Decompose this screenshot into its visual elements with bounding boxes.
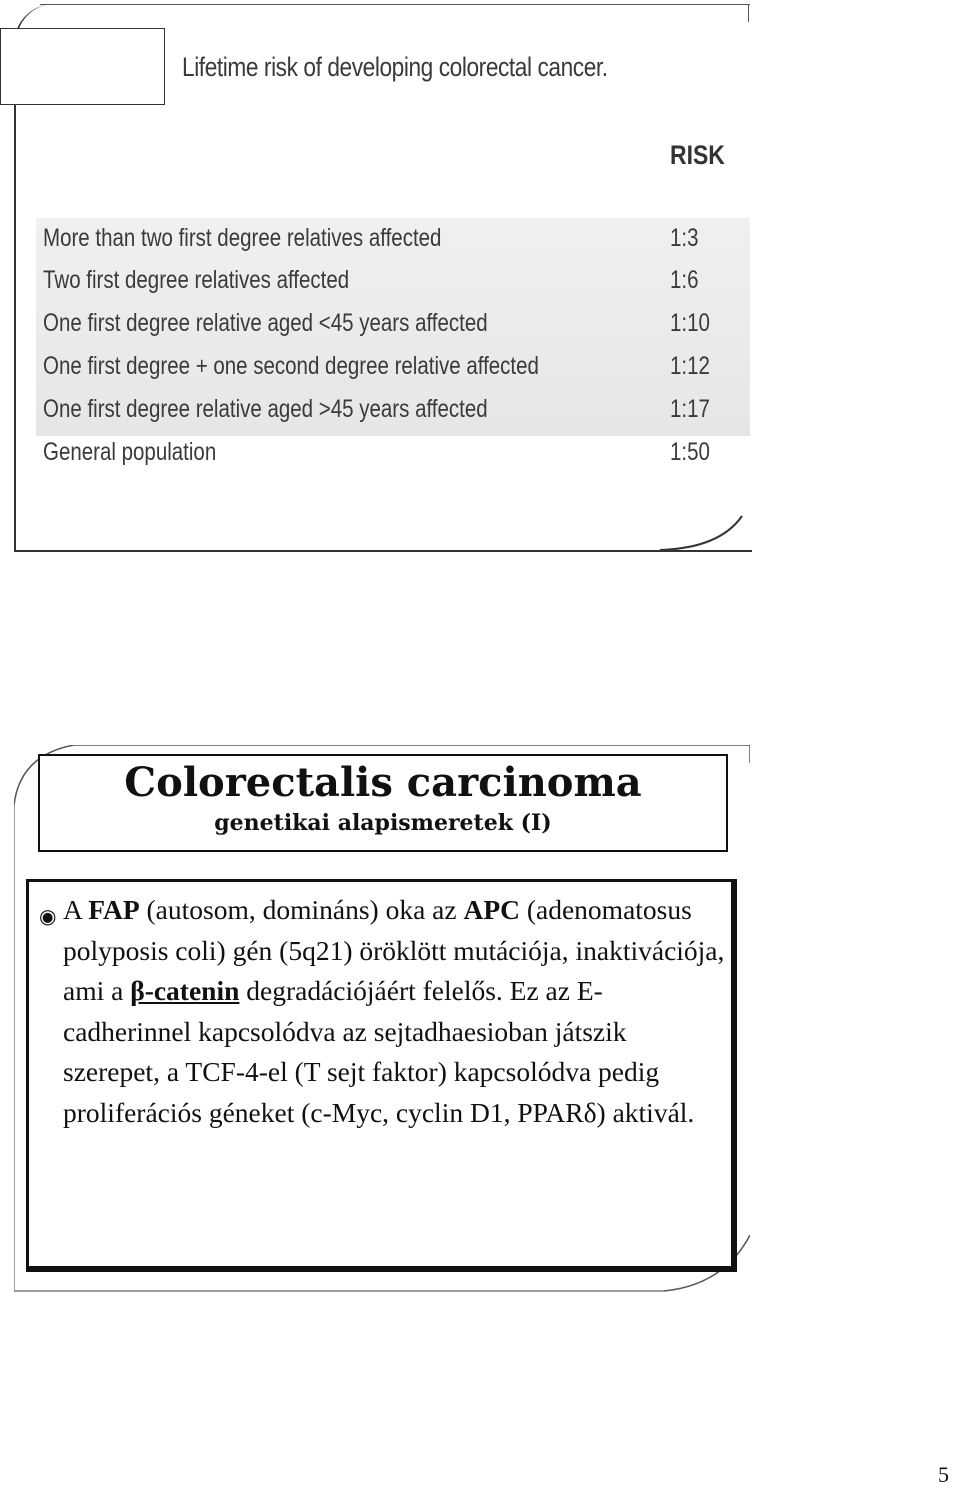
page-number: 5: [938, 1462, 949, 1487]
corner-box: [0, 28, 165, 105]
risk-row-label: One first degree + one second degree relative affected: [43, 352, 539, 380]
risk-row-value: 1:6: [670, 266, 699, 294]
risk-table-title: Lifetime risk of developing colorectal cancer.: [182, 52, 608, 82]
beta-catenin-term: β-catenin: [130, 975, 240, 1006]
table-row: [36, 346, 750, 388]
text-run: degradációjáért felelős. Ez az E-cadherinnel kapcsolódva az sejtadhaesioban játszik szerepet, a TCF-4-el (T sejt faktor) kapcsolódva pedig proliferációs géneket (c-Myc, cyclin D1, PPARδ) aktivál.: [63, 975, 695, 1128]
risk-row-value: 1:12: [670, 352, 710, 380]
table-row: [36, 389, 750, 431]
table-row: [36, 432, 750, 474]
target-bullet-icon: ◉: [39, 904, 57, 928]
slide-1-corner-curve: [660, 500, 750, 552]
title-box: [38, 754, 728, 852]
content-box: [26, 879, 737, 1272]
page-subtitle: genetikai alapismeretek (I): [214, 810, 552, 836]
risk-row-value: 1:17: [670, 395, 710, 423]
risk-row-label: One first degree relative aged >45 years affected: [43, 395, 488, 423]
risk-row-value: 1:50: [670, 438, 710, 466]
table-row: [36, 260, 750, 302]
text-run: (adenomatosus polyposis coli) gén (5q21) öröklött mutációja, inaktivációja, ami a: [63, 894, 725, 1006]
page-title: Colorectalis carcinoma: [124, 759, 642, 806]
fap-term: FAP: [88, 894, 140, 925]
risk-row-label: Two first degree relatives affected: [43, 266, 350, 294]
risk-row-value: 1:10: [670, 309, 710, 337]
text-run: (autosom, domináns) oka az: [139, 894, 464, 925]
slide-1-right-border: [748, 4, 749, 22]
bullet-paragraph: [63, 890, 729, 1133]
apc-term: APC: [463, 894, 520, 925]
risk-column-header: RISK: [670, 140, 725, 170]
risk-row-label: One first degree relative aged <45 years affected: [43, 309, 488, 337]
risk-table: [36, 218, 750, 436]
table-row: [36, 218, 750, 260]
risk-row-label: More than two first degree relatives affected: [43, 224, 442, 252]
risk-row-value: 1:3: [670, 224, 699, 252]
text-run: A: [63, 894, 89, 925]
table-row: [36, 303, 750, 345]
slide-1-top-border: [40, 4, 750, 5]
risk-row-label: General population: [43, 438, 217, 466]
